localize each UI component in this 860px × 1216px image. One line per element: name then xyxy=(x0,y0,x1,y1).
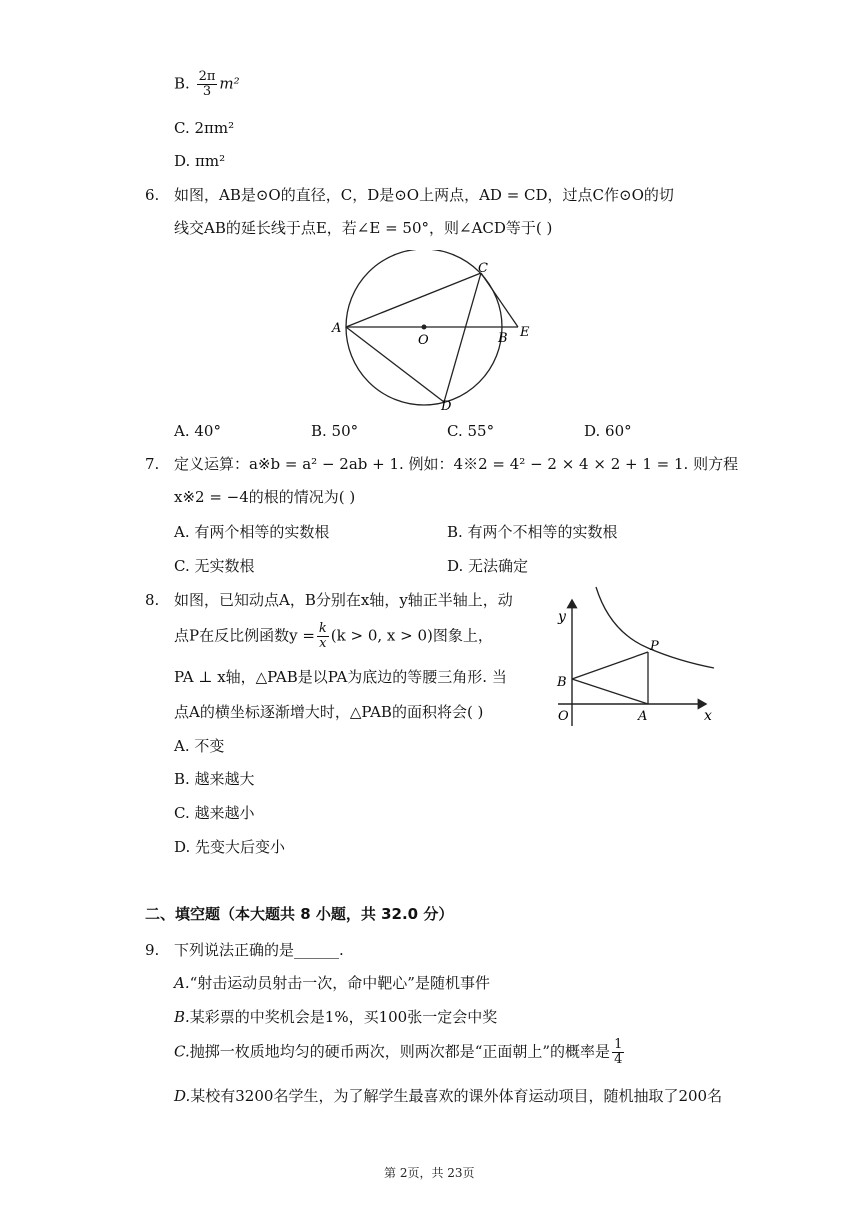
q5-option-b-tail: m² xyxy=(219,74,240,93)
q8-line2-pre: 点P在反比例函数y = xyxy=(174,626,315,645)
q8-label-a: A xyxy=(638,709,648,724)
q8-segment-bp xyxy=(572,652,648,679)
q6-tangent-ce xyxy=(481,273,518,327)
q9-statement-d-text: 某校有3200名学生，为了解学生最喜欢的课外体育运动项目，随机抽取了200名 xyxy=(190,1087,723,1105)
q6-center-dot xyxy=(422,325,427,330)
q9-number: 9. xyxy=(145,941,160,959)
q6-label-o: O xyxy=(418,333,429,348)
q6-label-b: B xyxy=(498,331,508,346)
q8-option-a: A. 不变 xyxy=(174,737,225,755)
q6-label-c: C xyxy=(478,261,488,276)
q9-statement-a-letter: A. xyxy=(174,974,190,992)
q6-option-c: C. 55° xyxy=(447,422,495,440)
q8-hyperbola xyxy=(596,587,714,668)
q6-option-b: B. 50° xyxy=(311,422,359,440)
q9-statement-c xyxy=(174,1038,626,1067)
q9-statement-d xyxy=(174,1086,722,1106)
q5-option-b-numerator: 2π xyxy=(198,69,216,84)
q6-stem-line2: 线交AB的延长线于点E，若∠E = 50°，则∠ACD等于( ) xyxy=(174,219,553,237)
page-footer: 第 2页，共 23页 xyxy=(384,1166,475,1180)
q9-statement-a-text: “射击运动员射击一次，命中靶心”是随机事件 xyxy=(189,974,490,992)
q9-statement-c-fraction xyxy=(612,1038,624,1067)
q8-stem-line2 xyxy=(174,622,493,651)
q8-label-o: O xyxy=(558,709,569,724)
section-2-title: 二、填空题（本大题共 8 小题，共 32.0 分） xyxy=(145,905,454,923)
q7-stem-line1: 定义运算：a※b = a² − 2ab + 1. 例如：4※2 = 4² − 2 × 4 × 2 + 1 = 1. 则方程 xyxy=(174,455,739,473)
q9-fraction-denominator: 4 xyxy=(614,1052,623,1067)
q9-fraction-numerator: 1 xyxy=(614,1037,623,1052)
q8-label-y: y xyxy=(558,609,566,625)
q8-option-d: D. 先变大后变小 xyxy=(174,838,286,856)
q8-fraction-denominator: x xyxy=(319,636,327,651)
q6-circle-figure xyxy=(320,250,540,420)
q8-line2-post: (k > 0, x > 0)图象上， xyxy=(330,626,493,645)
q7-option-d: D. 无法确定 xyxy=(447,557,529,575)
q7-option-a: A. 有两个相等的实数根 xyxy=(174,523,330,541)
q8-label-b: B xyxy=(557,675,567,690)
q8-stem-line4: 点A的横坐标逐渐增大时，△PAB的面积将会( ) xyxy=(174,703,484,721)
q7-option-c: C. 无实数根 xyxy=(174,557,255,575)
q5-option-b-fraction xyxy=(197,70,218,99)
q8-segment-ba xyxy=(572,679,648,704)
q8-graph-figure xyxy=(548,584,726,732)
q7-number: 7. xyxy=(145,455,160,473)
q9-statement-a xyxy=(174,973,490,993)
q8-option-b: B. 越来越大 xyxy=(174,770,255,788)
q6-stem-line1: 如图，AB是⊙O的直径，C，D是⊙O上两点，AD = CD，过点C作⊙O的切 xyxy=(174,186,674,204)
q9-statement-c-text: 抛掷一枚质地均匀的硬币两次，则两次都是“正面朝上”的概率是 xyxy=(189,1042,611,1061)
q6-number: 6. xyxy=(145,186,160,204)
q8-stem-line3: PA ⊥ x轴，△PAB是以PA为底边的等腰三角形. 当 xyxy=(174,668,507,686)
q7-option-b: B. 有两个不相等的实数根 xyxy=(447,523,618,541)
q8-label-x: x xyxy=(704,708,712,724)
q6-option-d: D. 60° xyxy=(584,422,632,440)
q5-option-c: C. 2πm² xyxy=(174,119,235,137)
q6-line-ac xyxy=(346,273,481,327)
q9-statement-b xyxy=(174,1007,497,1027)
q8-number: 8. xyxy=(145,591,160,609)
q8-fraction-numerator: k xyxy=(318,621,327,636)
q6-line-ad xyxy=(346,327,444,402)
q8-fraction xyxy=(317,622,329,651)
q6-label-d: D xyxy=(441,399,452,414)
q9-statement-d-letter: D. xyxy=(174,1087,191,1105)
q5-option-b-denominator: 3 xyxy=(202,84,212,99)
q9-statement-b-text: 某彩票的中奖机会是1%，买100张一定会中奖 xyxy=(189,1008,498,1026)
q8-option-c: C. 越来越小 xyxy=(174,804,255,822)
q7-stem-line2: x※2 = −4的根的情况为( ) xyxy=(174,488,356,506)
q5-option-d: D. πm² xyxy=(174,152,226,170)
q8-stem-line1: 如图，已知动点A，B分别在x轴，y轴正半轴上，动 xyxy=(174,591,513,609)
q9-stem: 下列说法正确的是______. xyxy=(174,941,344,959)
q6-option-a: A. 40° xyxy=(174,422,221,440)
q6-label-a: A xyxy=(332,321,342,336)
q5-option-b xyxy=(174,70,240,99)
q9-statement-c-letter: C. xyxy=(174,1042,190,1061)
q8-label-p: P xyxy=(650,639,659,654)
q9-statement-b-letter: B. xyxy=(174,1008,190,1026)
q6-line-cd xyxy=(444,273,481,402)
q5-option-b-letter: B. xyxy=(174,74,190,93)
q6-label-e: E xyxy=(520,325,530,340)
